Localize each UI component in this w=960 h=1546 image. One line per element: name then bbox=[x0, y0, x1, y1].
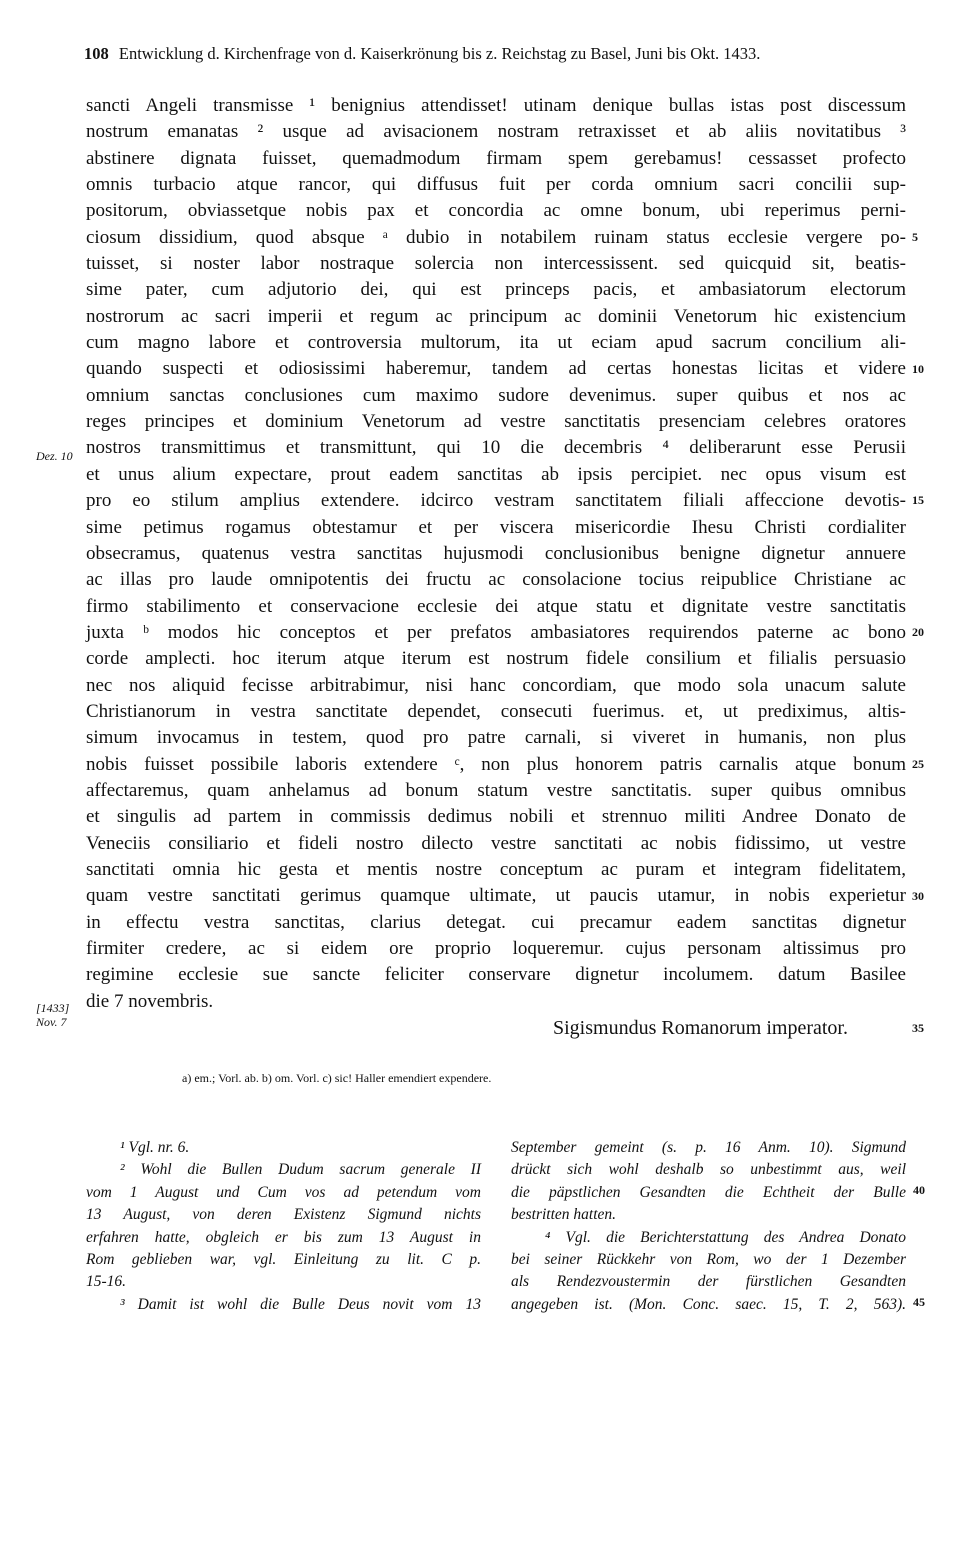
footnote-line: vom 1 August und Cum vos ad petendum vom bbox=[86, 1183, 481, 1201]
body-line: pro eo stilum amplius extendere. idcirco vestram sanctitatem filiali affeccione devotis- bbox=[86, 490, 906, 512]
line-number: 35 bbox=[912, 1021, 924, 1035]
footnote-line: erfahren hatte, obgleich er bis zum 13 August in bbox=[86, 1228, 481, 1246]
body-line: omnium sanctas conclusiones cum maximo sudore devenimus. super quibus et nos ac bbox=[86, 384, 906, 406]
body-line: sime petimus rogamus obtestamur et per viscera misericordie Ihesu Christi cordialiter bbox=[86, 516, 906, 538]
footnote-line: bei seiner Rückkehr von Rom, wo der 1 Dezember bbox=[511, 1251, 906, 1269]
line-number: 25 bbox=[912, 757, 924, 771]
body-line: firmo stabilimento et conservacione ecclesie dei atque statu et dignitate vestre sanctitatis bbox=[86, 595, 906, 617]
body-line: firmiter credere, ac si eidem ore proprio loqueremur. cujus personam altissimus pro bbox=[86, 938, 906, 959]
footnote-line-number: 45 bbox=[913, 1295, 925, 1309]
body-line: quam vestre sanctitati gerimus quamque ultimate, ut paucis utamur, in nobis experietur bbox=[86, 885, 906, 907]
footnote-line: die päpstlichen Gesandten die Echtheit der Bulle bbox=[511, 1183, 906, 1201]
body-line: in effectu vestra sanctitas, clarius detegat. cui precamur eadem sanctitas dignetur bbox=[86, 911, 906, 933]
footnote-line: angegeben ist. (Mon. Conc. saec. 15, T. 2, 563). bbox=[511, 1295, 906, 1313]
body-line: Christianorum in vestra sanctitate dependet, consecuti fuerimus. et, ut prediximus, altis- bbox=[86, 700, 906, 722]
footnote-line: Rom geblieben war, vgl. Einleitung zu lit. C p. bbox=[86, 1251, 481, 1269]
footnote-line: 15-16. bbox=[86, 1273, 127, 1291]
page-number: 108 bbox=[84, 44, 109, 63]
body-line: regimine ecclesie sue sancte feliciter conservare dignetur incolumem. datum Basilee bbox=[86, 964, 906, 986]
body-line: nostrorum ac sacri imperii et regum ac principum ac dominii Venetorum hic existencium bbox=[86, 305, 906, 327]
body-line: quando suspecti et odiosissimi haberemur, tandem ad certas honestas licitas et videre bbox=[86, 358, 906, 380]
body-line: positorum, obviassetque nobis pax et concordia ac omne bonum, ubi reperimus perni- bbox=[86, 200, 906, 222]
line-number: 20 bbox=[912, 625, 924, 639]
margin-date-nov: Nov. 7 bbox=[36, 1015, 67, 1029]
margin-date-dez: Dez. 10 bbox=[36, 449, 73, 463]
body-line: sancti Angeli transmisse ¹ benignius attendisset! utinam denique bullas istas post discessum bbox=[86, 95, 906, 116]
body-line: omnis turbacio atque rancor, qui diffusus fuit per corda omnium sacri concilii sup- bbox=[86, 174, 906, 196]
line-number: 5 bbox=[912, 230, 918, 244]
body-line: sime pater, cum adjutorio dei, qui est princeps pacis, et ambasiatorum electorum bbox=[86, 279, 906, 301]
body-line: Veneciis consiliario et fideli nostro dilecto vestre sanctitati ac nobis fidissimo, ut vestre bbox=[86, 832, 906, 854]
footnote-line: als Rendezvoustermin der fürstlichen Gesandten bbox=[511, 1273, 906, 1291]
footnote-line: 13 August, von deren Existenz Sigmund nichts bbox=[86, 1206, 481, 1224]
body-line: die 7 novembris. bbox=[86, 990, 214, 1012]
body-line: et singulis ad partem in commissis dedimus nobili et strennuo militi Andree Donato de bbox=[86, 806, 906, 828]
footnote-line: ³ Damit ist wohl die Bulle Deus novit vom 13 bbox=[120, 1295, 481, 1313]
footnote-line: drückt sich wohl deshalb so unbestimmt aus, weil bbox=[511, 1161, 906, 1179]
body-line: nobis fuisset possibile laboris extendere ᶜ, non plus honorem patris carnalis atque bonum bbox=[86, 753, 906, 775]
body-line: ciosum dissidium, quod absque ᵃ dubio in notabilem ruinam status ecclesie vergere po- bbox=[86, 226, 906, 248]
footnote-line-number: 40 bbox=[913, 1183, 925, 1197]
body-line: simum invocamus in testem, quod pro patre carnali, si viveret in humanis, non plus bbox=[86, 727, 906, 749]
footnote-line: ¹ Vgl. nr. 6. bbox=[120, 1139, 190, 1156]
body-line: sanctitati omnia hic gesta et mentis nostre conceptum ac puram et integram fidelitatem, bbox=[86, 858, 906, 880]
line-number: 30 bbox=[912, 889, 924, 903]
footnote-line: September gemeint (s. p. 16 Anm. 10). Sigmund bbox=[511, 1139, 906, 1156]
footnote-line: bestritten hatten. bbox=[511, 1206, 617, 1224]
footnotes-left-column bbox=[86, 1137, 481, 1316]
body-line: ac illas pro laude omnipotentis dei fructu ac consolacione tocius reipublice Christiane ac bbox=[86, 569, 906, 591]
body-line: nostrum emanatas ² usque ad avisacionem nostram retraxisset et ab aliis novitatibus ³ bbox=[86, 121, 906, 143]
running-header bbox=[84, 44, 884, 64]
body-line: nostros transmittimus et transmittunt, qui 10 die decembris ⁴ deliberarunt esse Perusii bbox=[86, 437, 906, 459]
line-number: 15 bbox=[912, 493, 924, 507]
body-line: abstinere dignata fuisset, quemadmodum firmam spem gerebamus! cessasset profecto bbox=[86, 147, 906, 169]
body-line: corde amplecti. hoc iterum atque iterum est nostrum fidele consilium et filialis persuasio bbox=[86, 648, 906, 670]
body-line: obsecramus, quatenus vestra sanctitas hujusmodi conclusionibus benigne dignetur annuere bbox=[86, 542, 906, 564]
line-number: 10 bbox=[912, 362, 924, 376]
body-line: nec nos aliquid fecisse arbitrabimur, nisi hanc concordiam, que modo sola unacum salute bbox=[86, 674, 906, 696]
body-line: juxta ᵇ modos hic conceptos et per prefatos ambasiatores requirendos paterne ac bono bbox=[86, 621, 906, 643]
signature: Sigismundus Romanorum imperator. bbox=[553, 1017, 848, 1039]
critical-apparatus: a) em.; Vorl. ab. b) om. Vorl. c) sic! Haller emendiert expendere. bbox=[182, 1071, 492, 1085]
body-line: et unus alium expectare, prout eadem sanctitas ab ipsis percipiet. nec opus visum est bbox=[86, 463, 906, 485]
body-line: cum magno labore et controversia multorum, ita ut eciam apud sacrum concilium ali- bbox=[86, 332, 906, 354]
running-title: Entwicklung d. Kirchenfrage von d. Kaiserkrönung bis z. Reichstag zu Basel, Juni bis Okt. 1433. bbox=[118, 44, 761, 63]
body-line: reges principes et dominium Venetorum ad vestre sanctitatis presenciam celebres oratores bbox=[86, 411, 906, 433]
body-line: tuisset, si noster labor nostraque solercia non intercessissent. sed quicquid sit, beatis- bbox=[86, 253, 906, 275]
body-line: affectaremus, quam anhelamus ad bonum statum vestre sanctitatis. super quibus omnibus bbox=[86, 779, 906, 801]
footnote-line: ⁴ Vgl. die Berichterstattung des Andrea Donato bbox=[545, 1228, 906, 1246]
footnotes-right-column bbox=[511, 1137, 906, 1316]
margin-date-year: [1433] bbox=[36, 1001, 70, 1015]
footnote-line: ² Wohl die Bullen Dudum sacrum generale II bbox=[120, 1161, 481, 1179]
